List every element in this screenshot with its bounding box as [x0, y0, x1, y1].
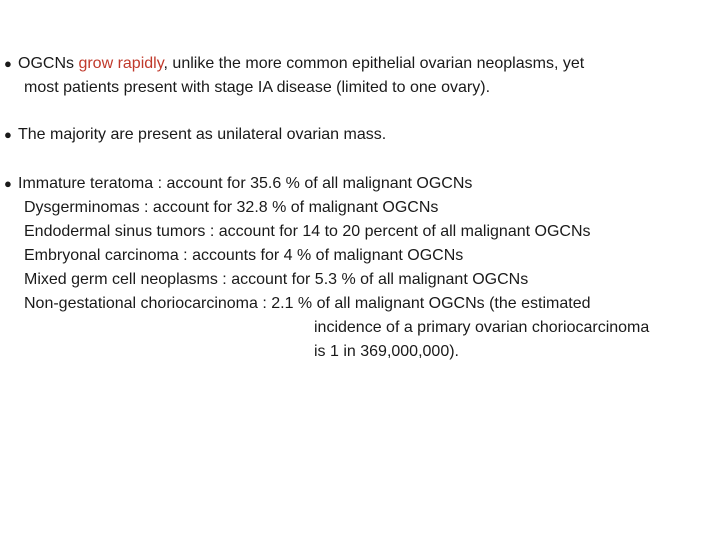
- bullet-line: [4, 123, 716, 147]
- list-item-mixed-germ-cell: Mixed germ cell neoplasms : account for 5.3 % of all malignant OGCNs: [24, 271, 529, 288]
- bullet-incidence-list: [4, 172, 716, 364]
- list-item-dysgerminomas: Dysgerminomas : account for 32.8 % of malignant OGCNs: [24, 199, 439, 216]
- list-item-embryonal-carcinoma: Embryonal carcinoma : accounts for 4 % of malignant OGCNs: [24, 247, 464, 264]
- bullet-continuation: most patients present with stage IA disease (limited to one ovary).: [24, 79, 491, 96]
- bullet-dot-icon: ●: [4, 56, 12, 71]
- bullet-line: [4, 52, 716, 76]
- highlight-text: grow rapidly: [78, 55, 164, 72]
- bullet-dot-icon: ●: [4, 176, 12, 191]
- bullet-text: OGCNs: [18, 55, 79, 72]
- bullet-text: , unlike the more common epithelial ovarian neoplasms, yet: [163, 55, 585, 72]
- list-item-immature-teratoma: Immature teratoma : account for 35.6 % of all malignant OGCNs: [18, 175, 473, 192]
- list-item-choriocarcinoma-continuation: is 1 in 369,000,000).: [314, 343, 459, 360]
- bullet-unilateral: [4, 123, 716, 147]
- list-item-choriocarcinoma-continuation: incidence of a primary ovarian choriocarcinoma: [314, 319, 650, 336]
- list-item-choriocarcinoma: Non-gestational choriocarcinoma : 2.1 % of all malignant OGCNs (the estimated: [24, 295, 591, 312]
- list-item-endodermal-sinus: Endodermal sinus tumors : account for 14 to 20 percent of all malignant OGCNs: [24, 223, 591, 240]
- bullet-ogcns-growth: [4, 52, 716, 100]
- bullet-text: The majority are present as unilateral ovarian mass.: [18, 126, 387, 143]
- bullet-dot-icon: ●: [4, 127, 12, 142]
- bullet-line: [4, 172, 716, 196]
